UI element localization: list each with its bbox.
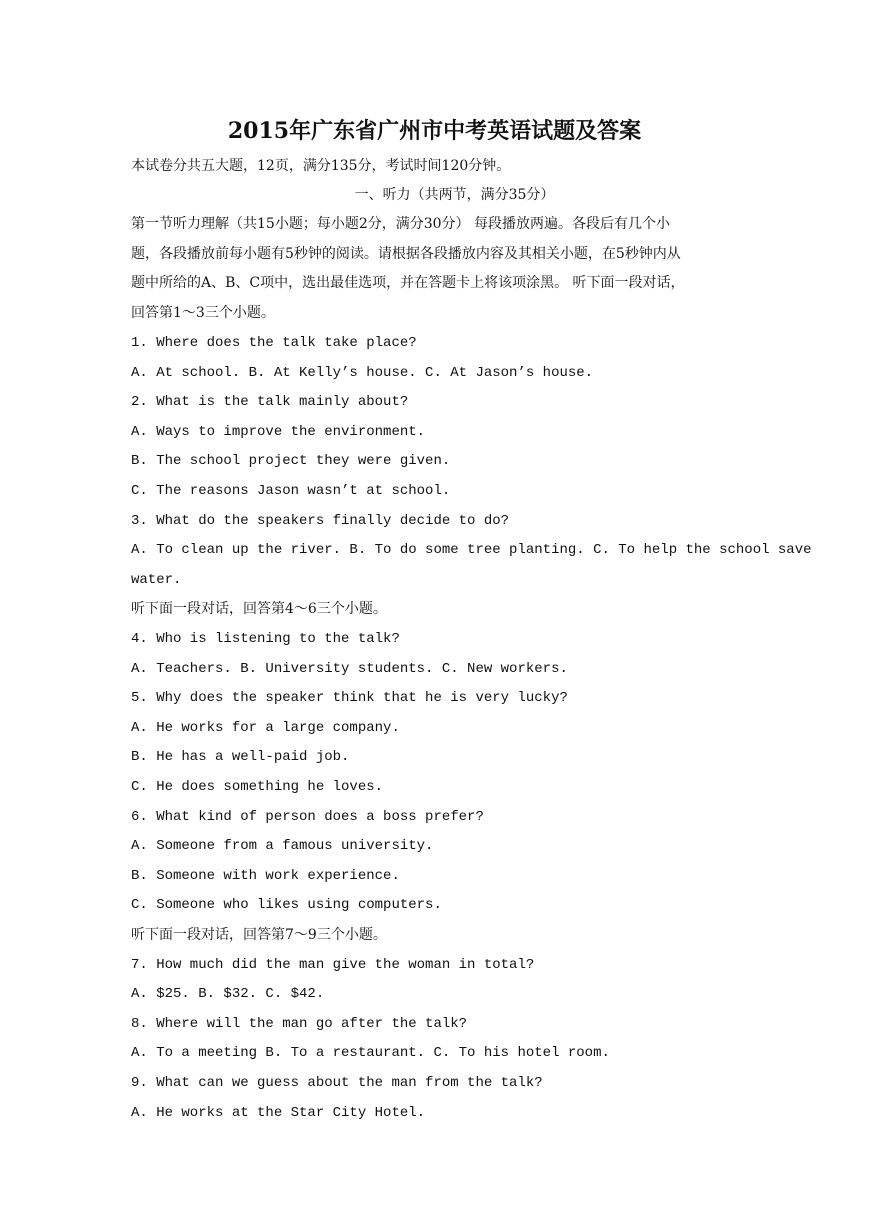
- question-line: 1. Where does the talk take place?: [131, 335, 417, 351]
- question-line: C. The reasons Jason wasn’t at school.: [131, 483, 451, 499]
- question-line: A. $25. B. $32. C. $42.: [131, 986, 325, 1002]
- section-heading: [0, 185, 869, 205]
- section-heading-text: 一、听力（共两节，满分35分）: [354, 187, 555, 203]
- question-line: C. He does something he loves.: [131, 779, 384, 795]
- question-line: A. Ways to improve the environment.: [131, 424, 426, 440]
- instruction-line: 题，各段播放前每小题有5秒钟的阅读。请根据各段播放内容及其相关小题，在5秒钟内从: [131, 246, 681, 262]
- exam-intro: 本试卷分共五大题，12页，满分135分，考试时间120分钟。: [131, 158, 511, 174]
- question-line: B. He has a well-paid job.: [131, 749, 350, 765]
- question-line: 5. Why does the speaker think that he is very lucky?: [131, 690, 568, 706]
- question-line: water.: [131, 572, 182, 588]
- question-line: B. The school project they were given.: [131, 453, 451, 469]
- question-line: C. Someone who likes using computers.: [131, 897, 442, 913]
- instruction-line: 回答第1～3三个小题。: [131, 305, 275, 321]
- question-line: 7. How much did the man give the woman in total?: [131, 957, 535, 973]
- question-line: 8. Where will the man go after the talk?: [131, 1016, 468, 1032]
- question-line: 9. What can we guess about the man from the talk?: [131, 1075, 543, 1091]
- document-title: 2015年广东省广州市中考英语试题及答案: [227, 118, 642, 144]
- question-line: 4. Who is listening to the talk?: [131, 631, 400, 647]
- question-line: 6. What kind of person does a boss prefer?: [131, 809, 484, 825]
- question-line: B. Someone with work experience.: [131, 868, 400, 884]
- listening-prompt: 听下面一段对话，回答第7～9三个小题。: [131, 927, 387, 943]
- question-line: A. He works for a large company.: [131, 720, 400, 736]
- question-line: A. To clean up the river. B. To do some tree planting. C. To help the school save: [131, 542, 812, 558]
- instruction-line: 第一节听力理解（共15小题；每小题2分，满分30分） 每段播放两遍。各段后有几个小: [131, 216, 670, 232]
- listening-prompt: 听下面一段对话，回答第4～6三个小题。: [131, 601, 387, 617]
- question-line: A. To a meeting B. To a restaurant. C. To his hotel room.: [131, 1045, 610, 1061]
- question-line: 3. What do the speakers finally decide to do?: [131, 513, 510, 529]
- question-line: A. At school. B. At Kelly’s house. C. At Jason’s house.: [131, 365, 594, 381]
- question-line: A. Someone from a famous university.: [131, 838, 434, 854]
- question-line: A. Teachers. B. University students. C. New workers.: [131, 661, 568, 677]
- instruction-line: 题中所给的A、B、C项中，选出最佳选项，并在答题卡上将该项涂黑。 听下面一段对话，: [131, 275, 685, 291]
- question-line: 2. What is the talk mainly about?: [131, 394, 409, 410]
- question-line: A. He works at the Star City Hotel.: [131, 1105, 426, 1121]
